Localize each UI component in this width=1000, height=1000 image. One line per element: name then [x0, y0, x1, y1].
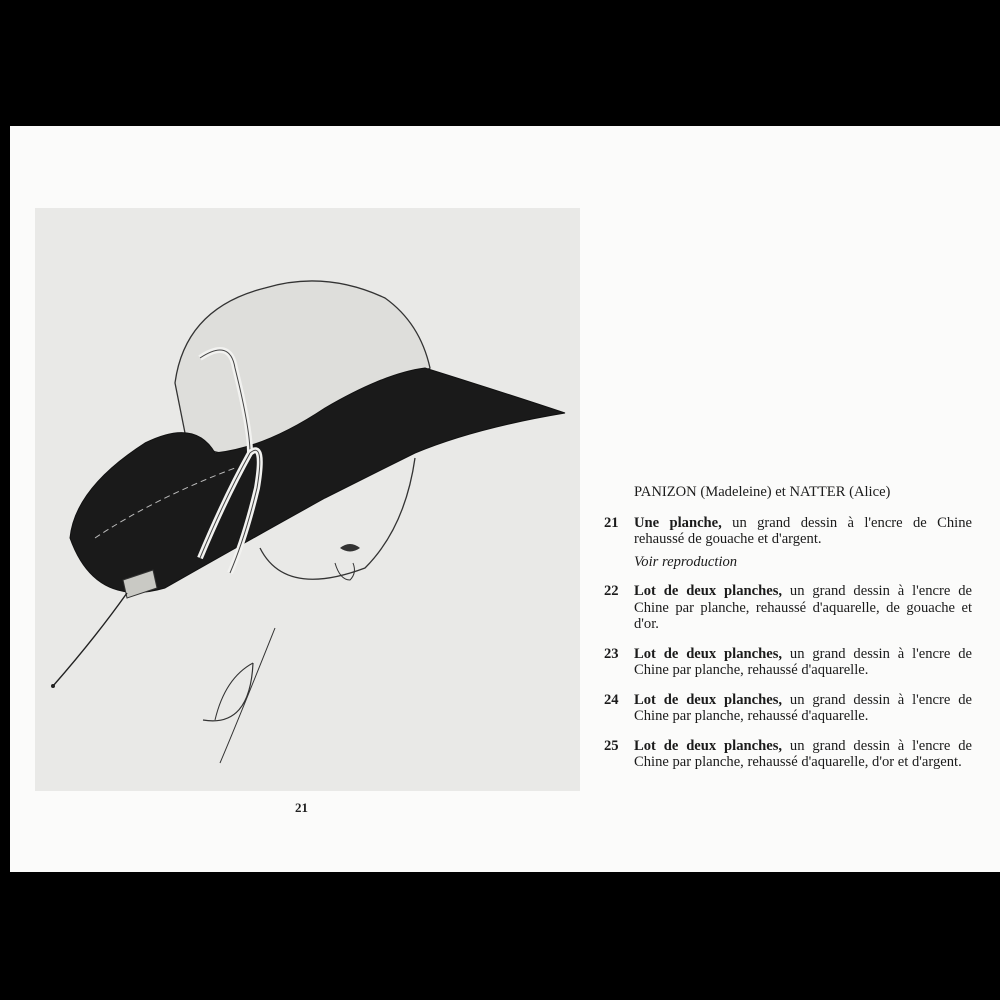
entry-text: un grand dessin à l'encre de Chine rehaussé de gouache et d'argent. [634, 514, 972, 547]
entry-body [634, 515, 972, 571]
entry-lead: Lot de deux planches, [634, 691, 783, 708]
catalog-entry-25 [604, 738, 972, 771]
entry-number: 23 [604, 645, 619, 662]
hat-sketch-illustration [35, 208, 580, 791]
entry-body [634, 738, 972, 771]
entry-text: un grand dessin à l'encre de Chine par planche, rehaussé d'aquarelle, d'or et d'argent. [634, 737, 972, 770]
entry-lead: Lot de deux planches, [634, 737, 783, 754]
entry-body [634, 583, 972, 633]
entry-lead: Une planche, [634, 514, 722, 531]
catalog-entry-23 [604, 646, 972, 679]
entry-lead: Lot de deux planches, [634, 583, 783, 599]
catalog-entry-22 [604, 583, 972, 633]
catalog-text-column [604, 484, 972, 784]
entry-number: 22 [604, 583, 619, 599]
entry-note: Voir reproduction [634, 553, 738, 570]
entry-text: un grand dessin à l'encre de Chine par planche, rehaussé d'aquarelle. [634, 645, 972, 678]
catalog-entry-21 [604, 515, 972, 571]
entry-body [634, 692, 972, 725]
illustration-plate [35, 208, 580, 791]
entry-number: 21 [604, 514, 619, 531]
artist-heading: PANIZON (Madeleine) et NATTER (Alice) [634, 484, 891, 500]
entry-text: un grand dessin à l'encre de Chine par planche, rehaussé d'aquarelle, de gouache et d'or. [634, 583, 972, 632]
entry-number: 25 [604, 737, 619, 754]
entry-number: 24 [604, 691, 619, 708]
entry-body [634, 646, 972, 679]
plate-caption: 21 [295, 800, 308, 815]
catalog-entry-24 [604, 692, 972, 725]
entry-text: un grand dessin à l'encre de Chine par planche, rehaussé d'aquarelle. [634, 691, 972, 724]
catalog-page [10, 126, 1000, 872]
entry-lead: Lot de deux planches, [634, 645, 783, 662]
